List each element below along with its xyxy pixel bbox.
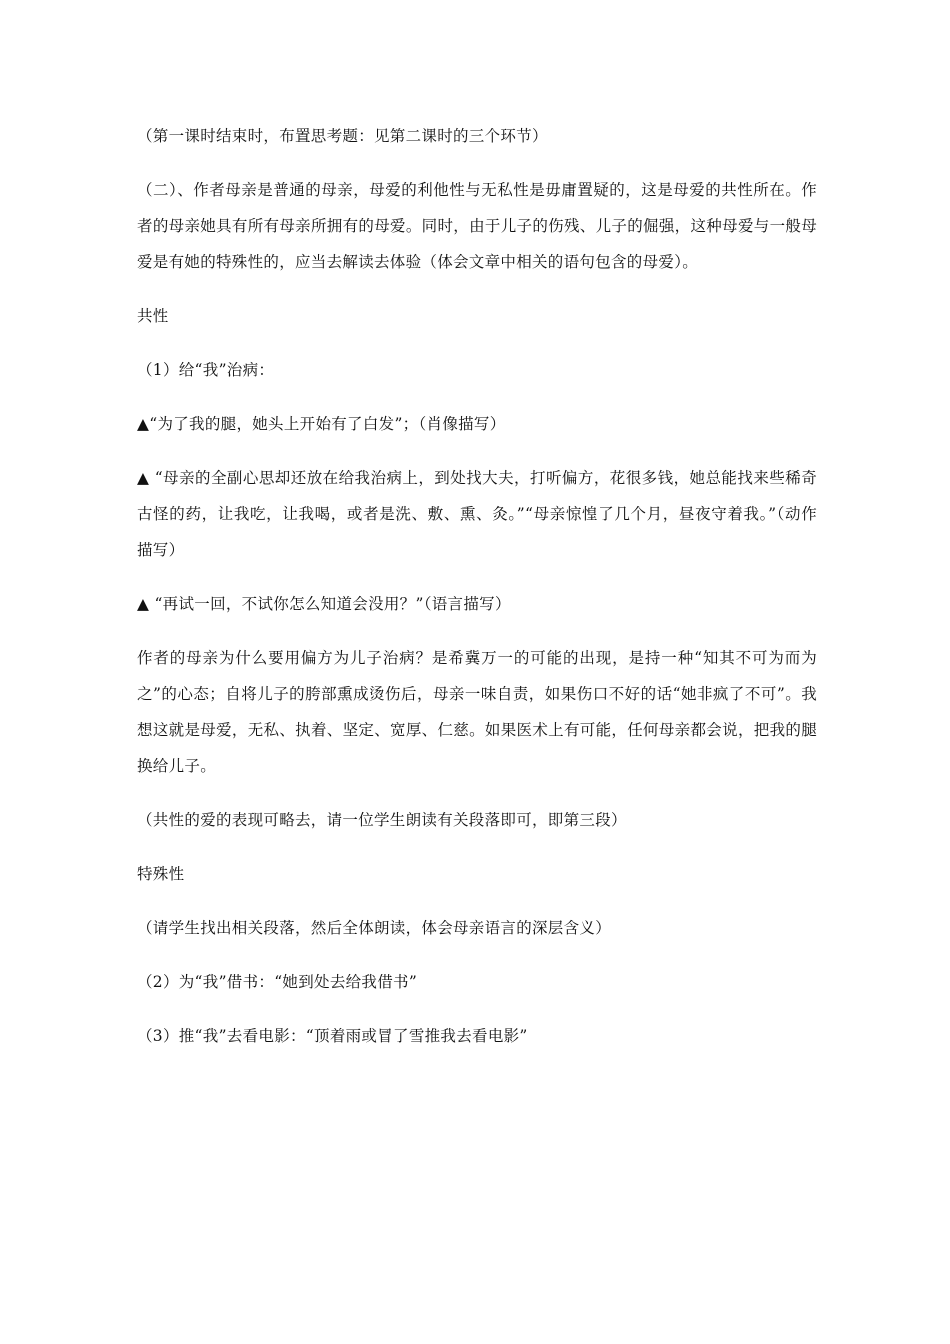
item-3-watch-movies: （3）推“我”去看电影：“顶着雨或冒了雪推我去看电影”: [137, 1027, 528, 1045]
bullet-language-description: ▲ “再试一回，不试你怎么知道会没用？”（语言描写）: [137, 595, 511, 613]
section-two-intro: （二）、作者母亲是普通的母亲，母爱的利他性与无私性是毋庸置疑的，这是母爱的共性所在。作者的母亲她具有所有母亲所拥有的母爱。同时，由于儿子的伤残、儿子的倔强，这种母爱与一般母爱是有她的特殊性的，应当去解读去体验（体会文章中相关的语句包含的母爱）。: [137, 181, 817, 271]
note-first-lesson-end: （第一课时结束时，布置思考题：见第二课时的三个环节）: [137, 127, 548, 145]
heading-particularity: 特殊性: [137, 865, 185, 883]
item-2-borrow-books: （2）为“我”借书：“她到处去给我借书”: [137, 973, 418, 991]
bullet-action-description: ▲ “母亲的全副心思却还放在给我治病上，到处找大夫，打听偏方，花很多钱，她总能找来些稀奇古怪的药，让我吃，让我喝，或者是洗、敷、熏、灸。”“母亲惊惶了几个月，昼夜守着我。”（动作描写）: [137, 469, 817, 559]
heading-commonality: 共性: [137, 307, 169, 325]
document-page: [137, 118, 817, 1054]
note-commonality-reading: （共性的爱的表现可略去，请一位学生朗读有关段落即可，即第三段）: [137, 811, 627, 829]
item-1-heading: （1）给“我”治病：: [137, 361, 275, 379]
analysis-paragraph: 作者的母亲为什么要用偏方为儿子治病？是希冀万一的可能的出现，是持一种“知其不可为而为之”的心态；自将儿子的胯部熏成烫伤后，母亲一味自责，如果伤口不好的话“她非疯了不可”。我想这就是母爱，无私、执着、坚定、宽厚、仁慈。如果医术上有可能，任何母亲都会说，把我的腿换给儿子。: [137, 649, 817, 775]
note-student-reading: （请学生找出相关段落，然后全体朗读，体会母亲语言的深层含义）: [137, 919, 612, 937]
bullet-portrait-description: ▲“为了我的腿，她头上开始有了白发”；（肖像描写）: [137, 415, 506, 433]
